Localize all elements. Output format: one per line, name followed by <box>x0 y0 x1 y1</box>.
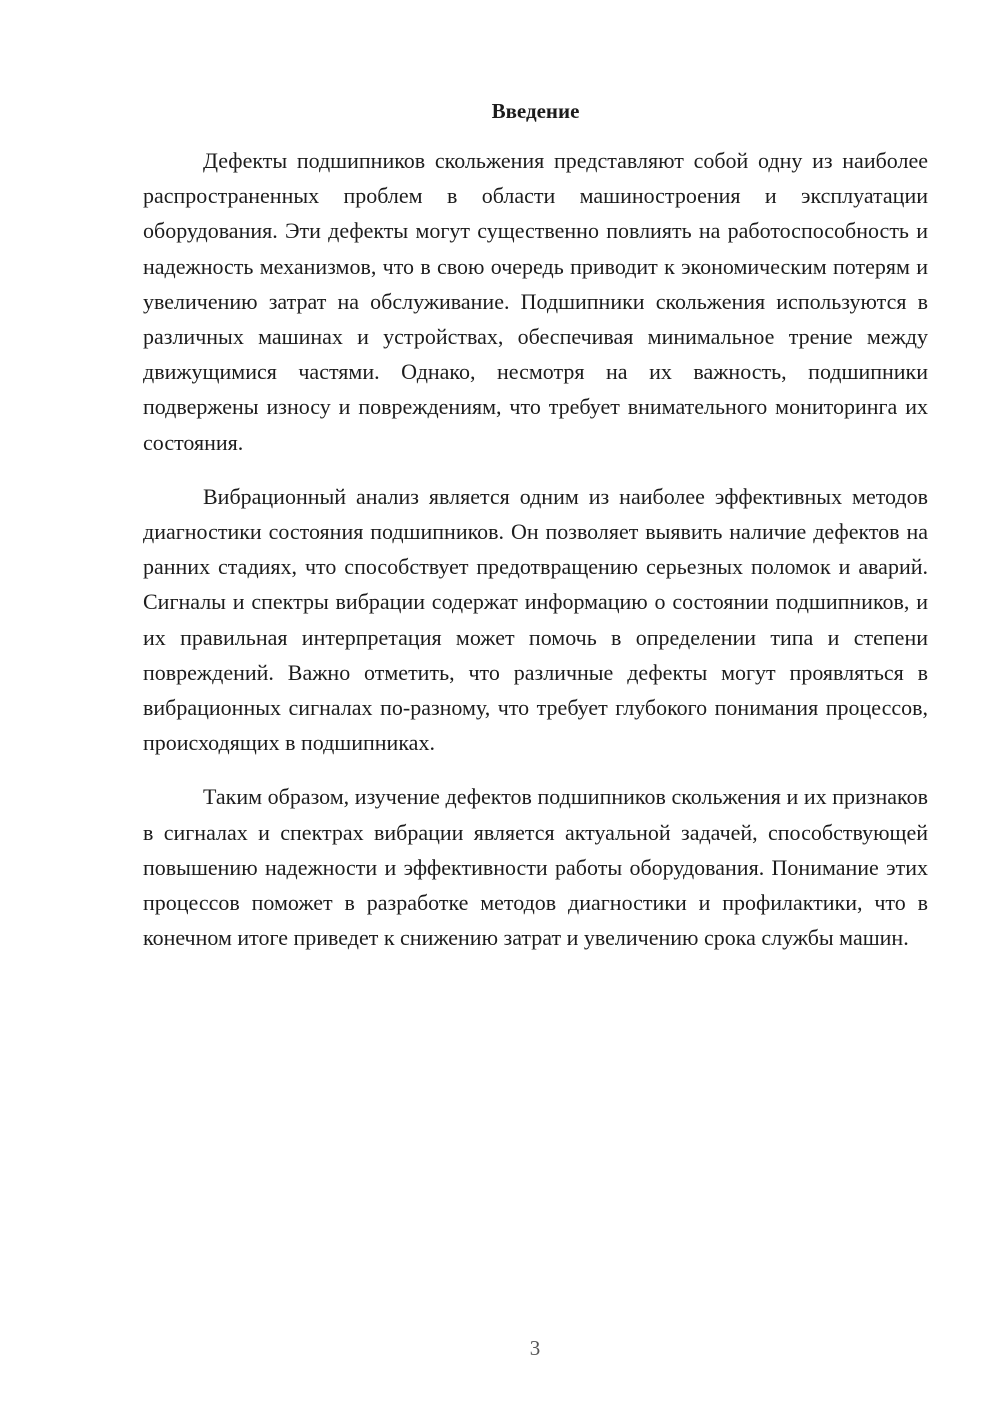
paragraph-1: Дефекты подшипников скольжения представляют собой одну из наиболее распространенных проблем в области машиностроения и эксплуатации оборудования. Эти дефекты могут существенно повлиять на работоспособность и надежность механизмов, что в свою очередь приводит к экономическим потерям и увеличению затрат на обслуживание. Подшипники скольжения используются в различных машинах и устройствах, обеспечивая минимальное трение между движущимися частями. Однако, несмотря на их важность, подшипники подвержены износу и повреждениям, что требует внимательного мониторинга их состояния. <box>143 148 928 455</box>
paragraph-2: Вибрационный анализ является одним из наиболее эффективных методов диагностики состояния подшипников. Он позволяет выявить наличие дефектов на ранних стадиях, что способствует предотвращению серьезных поломок и аварий. Сигналы и спектры вибрации содержат информацию о состоянии подшипников, и их правильная интерпретация может помочь в определении типа и степени повреждений. Важно отметить, что различные дефекты могут проявляться в вибрационных сигналах по-разному, что требует глубокого понимания процессов, происходящих в подшипниках. <box>143 483 928 756</box>
paragraph-3: Таким образом, изучение дефектов подшипников скольжения и их признаков в сигналах и спектрах вибрации является актуальной задачей, способствующей повышению надежности и эффективности работы оборудования. Понимание этих процессов поможет в разработке методов диагностики и профилактики, что в конечном итоге приведет к снижению затрат и увеличению срока службы машин. <box>143 784 928 951</box>
body-text <box>143 143 928 974</box>
section-title: Введение <box>491 99 580 123</box>
page-number: 3 <box>529 1336 541 1360</box>
